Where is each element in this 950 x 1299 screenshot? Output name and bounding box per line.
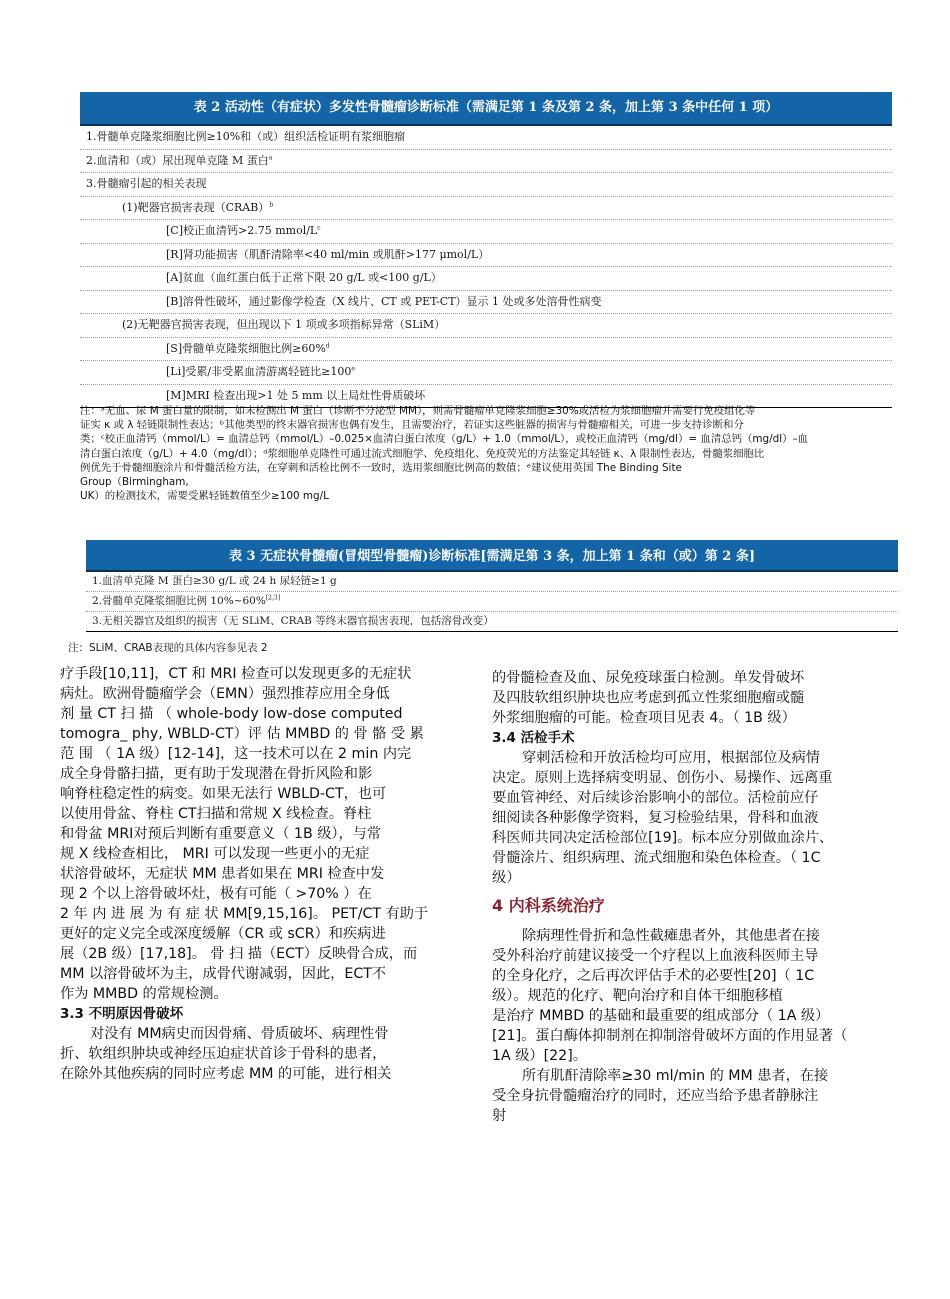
body-line: 细阅读各种影像学资料，复习检验结果，骨科和血液 xyxy=(492,810,819,826)
body-line: 骨髓涂片、组织病理、流式细胞和染色体检查。（ 1C xyxy=(492,850,821,866)
section-heading: 3.3 不明原因骨破坏 xyxy=(60,1006,184,1022)
table-2-row: [S]骨髓单克隆浆细胞比例≥60%$^d$ xyxy=(80,338,892,362)
body-line: 穿刺活检和开放活检均可应用，根据部位及病情 xyxy=(522,750,820,766)
note-line: UK）的检测技术，需要受累轻链数值至少≥100 mg/L xyxy=(80,490,329,503)
table-3-row: 1.血清单克隆 M 蛋白≥30 g/L 或 24 h 尿轻链≥1 g xyxy=(86,572,898,592)
table-2-row: (1)靶器官损害表现（CRAB）$^b$ xyxy=(80,197,892,221)
body-line: 状溶骨破坏，无症状 MM 患者如果在 MRI 检查中发 xyxy=(60,866,385,882)
table-2-row: [Li]受累/非受累血清游离轻链比$\ge 100^e$ xyxy=(80,361,892,385)
body-line: 2 年 内 进 展 为 有 症 状 MM[9,15,16]。 PET/CT 有助于 xyxy=(60,906,429,922)
body-line: 级） xyxy=(492,870,521,886)
table-3-body xyxy=(86,572,898,632)
body-line: 折、软组织肿块或神经压迫症状首诊于骨科的患者， xyxy=(60,1046,387,1062)
note-line: 类；ᶜ校正血清钙（mmol/L）= 血清总钙（mmol/L）–0.025×血清白蛋白浓度（g/L）+ 1.0（mmol/L），或校正血清钙（mg/dl）= 血清总钙（mg/dl）–血 xyxy=(80,433,809,446)
table-3 xyxy=(86,540,898,632)
section-heading: 3.4 活检手术 xyxy=(492,730,575,746)
body-line: 在除外其他疾病的同时应考虑 MM 的可能，进行相关 xyxy=(60,1066,392,1082)
body-line: 是治疗 MMBD 的基础和最重要的组成部分（ 1A 级） xyxy=(492,1008,830,1024)
body-line: 展（2B 级）[17,18]。 骨 扫 描（ECT）反映骨合成，而 xyxy=(60,946,418,962)
body-line: 的全身化疗，之后再次评估手术的必要性[20]（ 1C xyxy=(492,968,815,984)
note-line: 证实 κ 或 λ 轻链限制性表达；ᵇ其他类型的终末器官损害也偶有发生，且需要治疗，若证实这些脏器的损害与骨髓瘤相关，可进一步支持诊断和分 xyxy=(80,419,744,432)
table-2-row: 1.骨髓单克隆浆细胞比例≥10%和（或）组织活检证明有浆细胞瘤 xyxy=(80,126,892,150)
table-3-row: 2.骨髓单克隆浆细胞比例 10%~60%[2,3] xyxy=(86,592,898,612)
body-line: 以使用骨盆、脊柱 CT扫描和常规 X 线检查。脊柱 xyxy=(60,806,372,822)
table-2-row: [C]校正血清钙>2.75 mmol/$L^c$ xyxy=(80,220,892,244)
body-line: 成全身骨骼扫描，更有助于发现潜在骨折风险和影 xyxy=(60,766,373,782)
body-line: 1A 级）[22]。 xyxy=(492,1048,587,1064)
table-3-row: 3.无相关器官及组织的损害（无 SLiM、CRAB 等终末器官损害表现，包括溶骨改变） xyxy=(92,615,494,627)
table-2-row: [A]贫血（血红蛋白低于正常下限 20 g/L 或<100 g/L） xyxy=(80,267,892,291)
body-line: 及四肢软组织肿块也应考虑到孤立性浆细胞瘤或髓 xyxy=(492,690,805,706)
table-2 xyxy=(80,92,892,408)
note-line: Group（Birmingham, xyxy=(80,476,189,489)
right-column xyxy=(492,668,892,1126)
body-line: 现 2 个以上溶骨破坏灶，极有可能（ >70% ）在 xyxy=(60,886,372,902)
body-line: tomogra_ phy, WBLD-CT）评 估 MMBD 的 骨 骼 受 累 xyxy=(60,726,424,742)
body-line: 对没有 MM病史而因骨痛、骨质破坏、病理性骨 xyxy=(90,1026,389,1042)
body-line: 受全身抗骨髓瘤治疗的同时，还应当给予患者静脉注 xyxy=(492,1088,819,1104)
note-line: 注：ᵃ无血、尿 M 蛋白量的限制，如未检测出 M 蛋白（诊断不分泌型 MM），则需骨髓瘤单克隆浆细胞≥30%或活检为浆细胞瘤并需要行免疫组化等 xyxy=(80,405,756,417)
body-line: 决定。原则上选择病变明显、创伤小、易操作、远离重 xyxy=(492,770,833,786)
section-heading: 4 内科系统治疗 xyxy=(492,896,605,915)
note-line: 清白蛋白浓度（g/L）+ 4.0（mg/dl）；ᵈ浆细胞单克隆性可通过流式细胞学、免疫组化、免疫荧光的方法鉴定其轻链 κ、λ 限制性表达，骨髓浆细胞比 xyxy=(80,447,765,460)
body-line: 射 xyxy=(492,1108,507,1124)
body-line: 除病理性骨折和急性截瘫患者外，其他患者在接 xyxy=(522,928,820,944)
table-2-note xyxy=(80,404,892,503)
body-line: 要血管神经、对后续诊治影响小的部位。活检前应仔 xyxy=(492,790,819,806)
body-line: 科医师共同决定活检部位[19]。标本应分别做血涂片、 xyxy=(492,830,834,846)
body-line: [21]。蛋白酶体抑制剂在抑制溶骨破坏方面的作用显著（ xyxy=(492,1028,848,1044)
body-line: 级）。规范的化疗、靶向治疗和自体干细胞移植 xyxy=(492,988,783,1004)
table-2-row: 3.骨髓瘤引起的相关表现 xyxy=(80,173,892,197)
body-line: 疗手段[10,11]，CT 和 MRI 检查可以发现更多的无症状 xyxy=(60,666,412,682)
body-line: 更好的定义完全或深度缓解（CR 或 sCR）和疾病进 xyxy=(60,926,386,942)
body-line: 的骨髓检查及血、尿免疫球蛋白检测。单发骨破坏 xyxy=(492,670,805,686)
left-column xyxy=(60,664,470,1084)
table-2-row: (2)无靶器官损害表现，但出现以下 1 项或多项指标异常（SLiM） xyxy=(80,314,892,338)
body-line: 外浆细胞瘤的可能。检查项目见表 4。（ 1B 级） xyxy=(492,710,796,726)
body-line: 规 X 线检查相比， MRI 可以发现一些更小的无症 xyxy=(60,846,370,862)
body-line: 范 围 （ 1A 级）[12-14]，这一技术可以在 2 min 内完 xyxy=(60,746,412,762)
body-line: 剂 量 CT 扫 描 （ whole-body low-dose computed xyxy=(60,706,403,722)
body-line: MM 以溶骨破坏为主，成骨代谢减弱，因此，ECT不 xyxy=(60,966,387,982)
note-line: 例优先于骨髓细胞涂片和骨髓活检方法，在穿刺和活检比例不一致时，选用浆细胞比例高的数值；ᵉ建议使用英国 The Binding Site xyxy=(80,461,682,474)
body-line: 作为 MMBD 的常规检测。 xyxy=(60,986,228,1002)
table-2-title: 表 2 活动性（有症状）多发性骨髓瘤诊断标准（需满足第 1 条及第 2 条，加上第 3 条中任何 1 项） xyxy=(80,92,892,126)
table-2-row: [R]肾功能损害（肌酐清除率<40 ml/min 或肌酐>177 μmol/L） xyxy=(80,244,892,268)
table-2-row: [B]溶骨性破坏，通过影像学检查（X 线片、CT 或 PET-CT）显示 1 处或多处溶骨性病变 xyxy=(80,291,892,315)
body-line: 所有肌酐清除率≥30 ml/min 的 MM 患者，在接 xyxy=(522,1068,829,1084)
body-line: 响脊柱稳定性的病变。如果无法行 WBLD-CT，也可 xyxy=(60,786,387,802)
table-3-title: 表 3 无症状骨髓瘤(冒烟型骨髓瘤)诊断标准[需满足第 3 条，加上第 1 条和（或）第 2 条] xyxy=(86,540,898,572)
table-2-body xyxy=(80,126,892,408)
table-2-row: 2.血清和（或）尿出现单克隆 M 蛋白$^a$ xyxy=(80,150,892,174)
body-line: 受外科治疗前建议接受一个疗程以上血液科医师主导 xyxy=(492,948,819,964)
body-line: 和骨盆 MRI对预后判断有重要意义（ 1B 级），与常 xyxy=(60,826,382,842)
table-3-note: 注：SLiM、CRAB表现的具体内容参见表 2 xyxy=(68,642,268,654)
body-line: 病灶。欧洲骨髓瘤学会（EMN）强烈推荐应用全身低 xyxy=(60,686,390,702)
table-2-row: [M]MRI 检查出现>1 处 5 mm 以上局灶性骨质破坏 xyxy=(166,388,426,402)
